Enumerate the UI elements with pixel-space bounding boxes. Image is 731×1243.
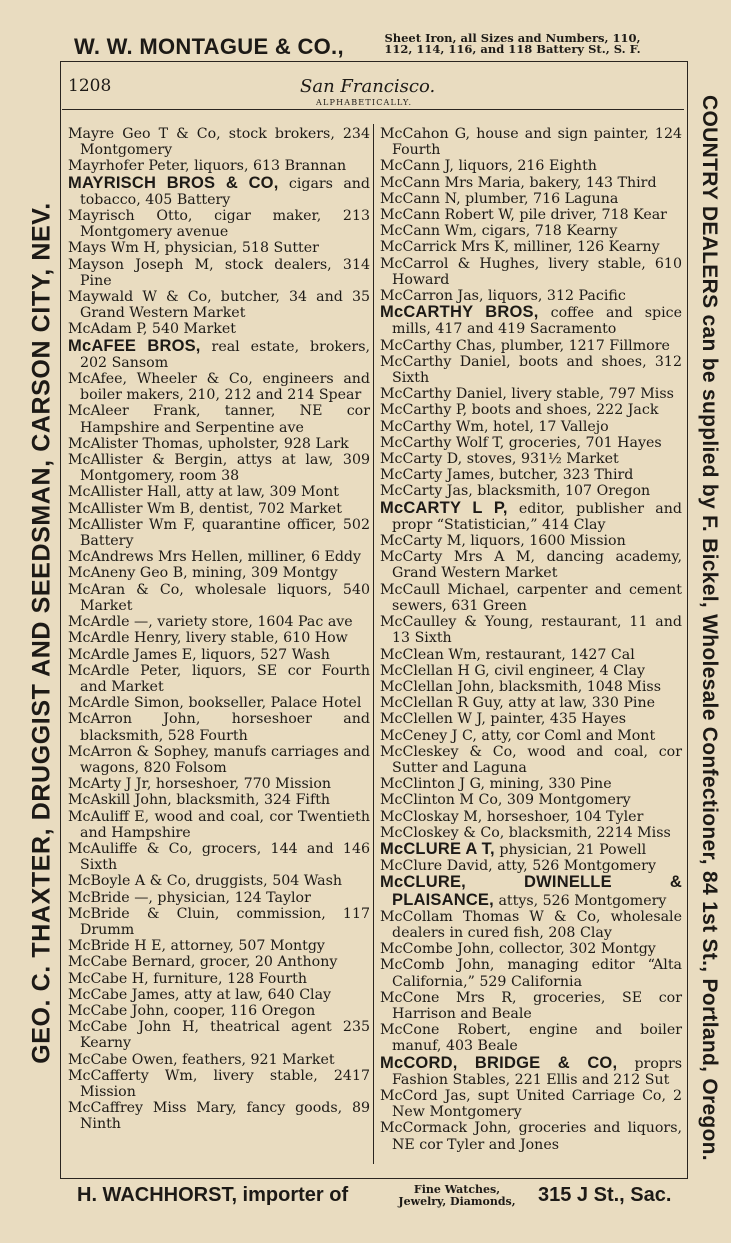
entry-details: attys, 526 Montgomery bbox=[498, 892, 667, 909]
entry-details: mining, 330 Pine bbox=[489, 776, 612, 793]
directory-entry bbox=[68, 776, 370, 792]
entry-name: McCann Mrs Maria, bbox=[380, 174, 525, 191]
entry-details: stock brokers, 234 Montgomery bbox=[80, 126, 370, 159]
entry-name: McCann Robert W, bbox=[380, 207, 515, 224]
entry-name: McCarthy P, bbox=[380, 402, 468, 419]
entry-details: bakery, 143 Third bbox=[529, 174, 657, 191]
directory-entry bbox=[68, 873, 370, 889]
entry-details: liquors, 613 Brannan bbox=[194, 158, 347, 175]
directory-entry bbox=[380, 679, 682, 695]
entry-name: McCleskey & Co, bbox=[380, 743, 517, 760]
entry-name: McAndrews Mrs Hellen, bbox=[68, 549, 244, 566]
page-title: San Francisco. bbox=[300, 76, 436, 97]
directory-entry bbox=[68, 1019, 370, 1051]
entry-details: managing editor “Alta California,” 529 California bbox=[392, 957, 682, 990]
directory-entry bbox=[68, 338, 370, 371]
directory-entry bbox=[380, 744, 682, 776]
entry-name: MAYRISCH BROS & CO, bbox=[68, 173, 279, 192]
entry-name: McBride H E, bbox=[68, 938, 166, 955]
entry-details: supt United Carriage Co, 2 New Montgomery bbox=[392, 1087, 683, 1121]
entry-name: McAneny Geo B, bbox=[68, 565, 188, 582]
directory-entry bbox=[68, 1052, 370, 1068]
directory-entry bbox=[380, 304, 682, 337]
directory-entry bbox=[68, 906, 370, 938]
entry-details: editor, publisher and propr “Statistician,” 414 Clay bbox=[392, 500, 682, 533]
directory-entry bbox=[380, 990, 682, 1022]
entry-details: coffee and spice mills, 417 and 419 Sacramento bbox=[392, 305, 683, 338]
directory-entry bbox=[380, 386, 682, 402]
entry-name: McAlister Thomas, bbox=[68, 435, 204, 452]
entry-details: blacksmith, 1048 Miss bbox=[498, 678, 661, 695]
directory-entry bbox=[68, 565, 370, 581]
top-ad-tagline-line2: 112, 114, 116, and 118 Battery St., S. F. bbox=[384, 42, 641, 56]
entry-name: McAskill John, bbox=[68, 792, 172, 809]
entry-details: horseshoer, 104 Tyler bbox=[486, 808, 644, 825]
entry-name: McClure David, bbox=[380, 858, 493, 875]
entry-details: cigars and tobacco, 405 Battery bbox=[80, 175, 370, 208]
directory-entry bbox=[68, 1068, 370, 1100]
left-ad-text: GEO. C. THAXTER, DRUGGIST AND SEEDSMAN, CARSON CITY, NEV. bbox=[27, 201, 56, 1064]
entry-details: theatrical agent 235 Kearny bbox=[80, 1019, 370, 1052]
directory-entry bbox=[380, 776, 682, 792]
entry-name: McBride —, bbox=[68, 889, 153, 906]
entry-details: liquors, 527 Wash bbox=[201, 646, 330, 663]
header-rule bbox=[62, 109, 684, 110]
entry-name: McBride & Cluin, bbox=[68, 905, 220, 922]
entry-details: engine and boiler manuf, 403 Beale bbox=[392, 1022, 683, 1055]
entry-details: groceries, SE cor Harrison and Beale bbox=[392, 989, 682, 1022]
directory-entry bbox=[380, 402, 682, 418]
entry-details: house and sign painter, 124 Fourth bbox=[392, 126, 682, 159]
entry-name: McAuliff E, bbox=[68, 808, 150, 825]
right-column bbox=[380, 126, 682, 1153]
entry-name: McCord Jas, bbox=[380, 1087, 471, 1104]
entry-name: McCarty M, bbox=[380, 533, 466, 550]
entry-details: restaurant, 11 and 13 Sixth bbox=[392, 614, 682, 647]
entry-details: attys at law, 309 Montgomery, room 38 bbox=[80, 452, 370, 485]
entry-details: atty, 526 Montgomery bbox=[497, 858, 656, 875]
entry-name: McCarthy Chas, bbox=[380, 337, 497, 354]
directory-entry bbox=[68, 744, 370, 776]
directory-entry bbox=[380, 451, 682, 467]
entry-details: proprs Fashion Stables, 221 Ellis and 212 Sut bbox=[392, 1055, 683, 1088]
entry-details: atty, cor Coml and Mont bbox=[481, 727, 656, 744]
entry-details: 309 Montgomery bbox=[506, 792, 631, 809]
directory-entry bbox=[68, 549, 370, 565]
entry-name: McCabe John H, bbox=[68, 1019, 199, 1036]
directory-entry bbox=[380, 792, 682, 808]
directory-entry bbox=[380, 207, 682, 223]
directory-entry bbox=[380, 695, 682, 711]
entry-name: McAuliffe & Co, bbox=[68, 840, 193, 857]
entry-details: blacksmith, 107 Oregon bbox=[477, 483, 651, 500]
entry-name: McCaffrey Miss Mary, bbox=[68, 1100, 237, 1117]
entry-name: McCarty James, bbox=[380, 467, 495, 484]
entry-name: McCarty D, bbox=[380, 451, 463, 468]
entry-name: McClellen W J, bbox=[380, 711, 486, 728]
entry-name: McCLURE, DWINELLE & PLAISANCE, bbox=[380, 873, 682, 909]
entry-name: McCarrol & Hughes, bbox=[380, 255, 540, 272]
entry-details: upholster, 928 Lark bbox=[207, 435, 349, 452]
directory-entry bbox=[68, 1003, 370, 1019]
entry-details: dancing academy, Grand Western Market bbox=[392, 549, 682, 582]
entry-name: McCeney J C, bbox=[380, 727, 477, 744]
entry-name: McCahon G, bbox=[380, 126, 471, 142]
entry-name: McClinton J G, bbox=[380, 776, 485, 793]
entry-name: McCarrick Mrs K, bbox=[380, 239, 510, 256]
directory-entry bbox=[68, 175, 370, 208]
page-subtitle: ALPHABETICALLY. bbox=[316, 98, 413, 107]
entry-details: livery stable, 2417 Mission bbox=[80, 1067, 370, 1100]
directory-entry bbox=[380, 338, 682, 354]
entry-name: McCann N, bbox=[380, 190, 461, 207]
directory-entry bbox=[380, 500, 682, 533]
bottom-ad-firm: H. WACHHORST, importer of bbox=[77, 1184, 349, 1206]
directory-entry bbox=[380, 858, 682, 874]
entry-details: druggists, 504 Wash bbox=[195, 873, 343, 890]
bottom-ad-goods-line2: Jewelry, Diamonds, bbox=[398, 1195, 516, 1208]
right-margin-advertisement bbox=[692, 70, 726, 1185]
left-margin-advertisement bbox=[24, 85, 60, 1180]
entry-name: McArdle James E, bbox=[68, 646, 197, 663]
entry-name: McCone Mrs R, bbox=[380, 989, 517, 1006]
directory-entry bbox=[380, 809, 682, 825]
entry-details: butcher, 34 and 35 Grand Western Market bbox=[80, 289, 370, 322]
entry-name: McAllister & Bergin, bbox=[68, 452, 228, 469]
entry-name: McCabe John, bbox=[68, 1002, 169, 1019]
entry-name: McClinton M Co, bbox=[380, 792, 503, 809]
directory-entry bbox=[68, 614, 370, 630]
entry-name: McCARTY L P, bbox=[380, 498, 508, 517]
entry-name: McCloskey & Co, bbox=[380, 824, 505, 841]
directory-entry bbox=[380, 239, 682, 255]
entry-name: Mayrhofer Peter, bbox=[68, 158, 190, 175]
entry-name: McCLURE A T, bbox=[380, 839, 495, 858]
entry-details: wholesale dealers in cured fish, 208 Clay bbox=[392, 908, 682, 941]
directory-entry bbox=[380, 288, 682, 304]
entry-name: McAFEE BROS, bbox=[68, 336, 201, 355]
directory-entry bbox=[380, 647, 682, 663]
entry-name: McAllister Hall, bbox=[68, 484, 182, 501]
entry-name: McAleer Frank, bbox=[68, 403, 201, 420]
entry-details: engineers and boiler makers, 210, 212 and 214 Spear bbox=[80, 371, 370, 404]
entry-details: horseshoer and blacksmith, 528 Fourth bbox=[80, 711, 370, 744]
entry-details: furniture, 128 Fourth bbox=[153, 970, 308, 987]
entry-name: McCollam Thomas W & Co, bbox=[380, 908, 601, 925]
entry-name: McCaull Michael, bbox=[380, 581, 510, 598]
entry-name: McAllister Wm F, bbox=[68, 516, 196, 533]
entry-details: quarantine officer, 502 Battery bbox=[80, 516, 370, 550]
entry-details: liquors, SE cor Fourth and Market bbox=[80, 662, 370, 695]
entry-name: McAfee, Wheeler & Co, bbox=[68, 371, 253, 388]
directory-entry bbox=[68, 158, 370, 174]
entry-name: McArty J Jr, bbox=[68, 776, 152, 793]
directory-entry bbox=[380, 941, 682, 957]
entry-details: livery stable, 610 How bbox=[185, 630, 348, 647]
top-ad-firm: W. W. MONTAGUE & CO., bbox=[74, 34, 344, 59]
directory-entry bbox=[68, 517, 370, 549]
entry-name: McCaulley & Young, bbox=[380, 614, 534, 631]
directory-entry bbox=[68, 987, 370, 1003]
entry-name: McClellan H G, bbox=[380, 662, 490, 679]
entry-details: stoves, 931½ Market bbox=[466, 451, 619, 468]
entry-details: restaurant, 1427 Cal bbox=[485, 646, 635, 663]
entry-details: cooper, 116 Oregon bbox=[173, 1002, 316, 1019]
directory-entry bbox=[380, 256, 682, 288]
directory-entry bbox=[380, 728, 682, 744]
directory-entry bbox=[380, 175, 682, 191]
directory-entry bbox=[68, 501, 370, 517]
entry-details: milliner, 6 Eddy bbox=[247, 549, 362, 566]
directory-entry bbox=[380, 614, 682, 646]
entry-name: McCone Robert, bbox=[380, 1022, 512, 1039]
entry-name: McCarthy Wolf T, bbox=[380, 434, 505, 451]
directory-entry bbox=[68, 289, 370, 321]
directory-entry bbox=[68, 890, 370, 906]
entry-details: physician, 21 Powell bbox=[499, 841, 647, 858]
entry-details: carpenter and cement sewers, 631 Green bbox=[392, 581, 682, 614]
entry-name: McArdle Simon, bbox=[68, 695, 184, 712]
directory-entry bbox=[68, 371, 370, 403]
entry-details: manufs carriages and wagons, 820 Folsom bbox=[80, 743, 371, 776]
directory-entry bbox=[380, 1120, 682, 1152]
directory-entry bbox=[380, 223, 682, 239]
entry-name: McComb John, bbox=[380, 957, 495, 974]
entry-name: McCarty Jas, bbox=[380, 483, 473, 500]
directory-entry bbox=[380, 549, 682, 581]
entry-details: liquors, 312 Pacific bbox=[488, 288, 626, 305]
top-ad-tagline bbox=[340, 33, 685, 55]
directory-entry bbox=[380, 874, 682, 908]
directory-entry bbox=[380, 533, 682, 549]
entry-details: boots and shoes, 222 Jack bbox=[471, 402, 659, 419]
entry-details: blacksmith, 324 Fifth bbox=[176, 792, 331, 809]
entry-details: painter, 435 Hayes bbox=[490, 711, 627, 728]
entry-details: pile driver, 718 Kear bbox=[519, 207, 667, 224]
entry-name: McArron John, bbox=[68, 711, 201, 728]
entry-name: McCann J, bbox=[380, 158, 454, 175]
entry-details: fancy goods, 89 Ninth bbox=[80, 1100, 370, 1133]
entry-details: dentist, 702 Market bbox=[199, 500, 342, 517]
bottom-ad-goods-line1: Fine Watches, bbox=[413, 1183, 501, 1196]
entry-name: McCabe James, bbox=[68, 986, 180, 1003]
directory-entry bbox=[380, 663, 682, 679]
directory-entry bbox=[380, 435, 682, 451]
entry-details: 540 Market bbox=[151, 321, 236, 338]
entry-name: Maywald W & Co, bbox=[68, 289, 212, 306]
entry-name: McBoyle A & Co, bbox=[68, 873, 191, 890]
entry-details: blacksmith, 2214 Miss bbox=[508, 824, 671, 841]
directory-entry bbox=[380, 483, 682, 499]
entry-name: McArdle —, bbox=[68, 614, 153, 631]
entry-name: McArdle Henry, bbox=[68, 630, 182, 647]
entry-name: McCarty Mrs A M, bbox=[380, 549, 535, 566]
entry-details: milliner, 126 Kearny bbox=[513, 239, 660, 256]
directory-entry bbox=[380, 825, 682, 841]
entry-name: McCARTHY BROS, bbox=[380, 303, 539, 322]
entry-details: physician, 124 Taylor bbox=[157, 889, 311, 906]
entry-name: McCafferty Wm, bbox=[68, 1067, 198, 1084]
directory-entry bbox=[380, 126, 682, 158]
entry-details: atty at law, 309 Mont bbox=[185, 484, 339, 501]
directory-entry bbox=[68, 582, 370, 614]
directory-entry bbox=[68, 436, 370, 452]
entry-details: cigars, 718 Kearny bbox=[481, 223, 618, 240]
directory-entry bbox=[380, 1022, 682, 1054]
entry-details: livery stable, 610 Howard bbox=[392, 255, 682, 288]
entry-details: plumber, 1217 Fillmore bbox=[500, 337, 670, 354]
entry-name: McCORD, BRIDGE & CO, bbox=[380, 1053, 618, 1072]
directory-entry bbox=[68, 954, 370, 970]
top-ad-tagline-line1: Sheet Iron, all Sizes and Numbers, 110, bbox=[384, 31, 641, 45]
directory-entry bbox=[380, 467, 682, 483]
entry-details: grocer, 20 Anthony bbox=[199, 954, 338, 971]
entry-details: commission, 117 Drumm bbox=[80, 905, 371, 938]
directory-entry bbox=[68, 321, 370, 337]
entry-name: Mayson Joseph M, bbox=[68, 256, 214, 273]
directory-entry bbox=[68, 711, 370, 743]
directory-entry bbox=[68, 240, 370, 256]
directory-entry bbox=[68, 841, 370, 873]
directory-entry bbox=[380, 1088, 682, 1120]
entry-name: McClellan John, bbox=[380, 678, 495, 695]
entry-details: feathers, 921 Market bbox=[182, 1051, 335, 1068]
entry-name: McAdam P, bbox=[68, 321, 148, 338]
directory-entry bbox=[68, 630, 370, 646]
entry-details: civil engineer, 4 Clay bbox=[494, 662, 645, 679]
directory-entry bbox=[380, 419, 682, 435]
directory-entry bbox=[68, 695, 370, 711]
directory-entry bbox=[68, 257, 370, 289]
right-ad-text: COUNTRY DEALERS can be supplied by F. Bickel, Wholesale Confectioner, 84 1st St., Portland, Oregon. bbox=[698, 94, 721, 1161]
entry-details: boots and shoes, 312 Sixth bbox=[392, 353, 682, 387]
entry-name: McCabe Owen, bbox=[68, 1051, 178, 1068]
entry-details: cigar maker, 213 Montgomery avenue bbox=[80, 208, 371, 241]
bottom-ad-address: 315 J St., Sac. bbox=[538, 1184, 672, 1206]
directory-entry bbox=[380, 909, 682, 941]
entry-details: groceries and liquors, NE cor Tyler and Jones bbox=[392, 1120, 682, 1153]
left-column bbox=[68, 126, 370, 1133]
directory-entry bbox=[68, 126, 370, 158]
entry-details: mining, 309 Montgy bbox=[192, 565, 338, 582]
page-number: 1208 bbox=[68, 76, 112, 96]
entry-name: McCormack John, bbox=[380, 1120, 512, 1137]
entry-name: McArron & Sophey, bbox=[68, 743, 210, 760]
directory-entry bbox=[68, 971, 370, 987]
entry-name: McCabe Bernard, bbox=[68, 954, 196, 971]
entry-name: McCarthy Wm, bbox=[380, 418, 489, 435]
directory-entry bbox=[68, 1100, 370, 1132]
directory-entry bbox=[380, 582, 682, 614]
entry-name: McCombe John, bbox=[380, 941, 495, 958]
entry-name: McClean Wm, bbox=[380, 646, 481, 663]
entry-name: McCarron Jas, bbox=[380, 288, 484, 305]
directory-entry bbox=[380, 191, 682, 207]
entry-details: tanner, NE cor Hampshire and Serpentine ave bbox=[80, 403, 370, 436]
entry-details: collector, 302 Montgy bbox=[498, 941, 656, 958]
entry-details: real estate, brokers, 202 Sansom bbox=[80, 338, 370, 371]
directory-entry bbox=[380, 158, 682, 174]
entry-name: McCann Wm, bbox=[380, 223, 478, 240]
entry-details: grocers, 144 and 146 Sixth bbox=[80, 840, 371, 874]
column-divider bbox=[373, 124, 374, 1164]
directory-entry bbox=[380, 354, 682, 386]
entry-name: Mays Wm H, bbox=[68, 240, 161, 257]
entry-name: McCloskay M, bbox=[380, 808, 483, 825]
directory-entry bbox=[68, 647, 370, 663]
entry-details: liquors, 216 Eighth bbox=[458, 158, 597, 175]
entry-name: Mayrisch Otto, bbox=[68, 208, 193, 225]
entry-details: variety store, 1604 Pac ave bbox=[157, 614, 353, 631]
entry-details: wood and coal, cor Sutter and Laguna bbox=[392, 743, 682, 776]
entry-details: stock dealers, 314 Pine bbox=[80, 256, 371, 289]
entry-details: wood and coal, cor Twentieth and Hampshire bbox=[80, 808, 370, 841]
directory-entry bbox=[68, 792, 370, 808]
bottom-advertisement bbox=[77, 1184, 687, 1214]
entry-details: liquors, 1600 Mission bbox=[470, 533, 626, 550]
entry-details: livery stable, 797 Miss bbox=[511, 386, 674, 403]
bottom-ad-goods bbox=[382, 1184, 532, 1208]
entry-name: McArdle Peter, bbox=[68, 662, 182, 679]
entry-details: atty at law, 640 Clay bbox=[184, 986, 332, 1003]
entry-details: horseshoer, 770 Mission bbox=[155, 776, 332, 793]
entry-details: butcher, 323 Third bbox=[499, 467, 634, 484]
entry-name: McAran & Co, bbox=[68, 581, 184, 598]
directory-entry bbox=[68, 663, 370, 695]
directory-entry bbox=[68, 208, 370, 240]
entry-name: McCabe H, bbox=[68, 970, 149, 987]
directory-entry bbox=[380, 1055, 682, 1088]
entry-name: McCarthy Daniel, bbox=[380, 386, 507, 403]
entry-details: hotel, 17 Vallejo bbox=[493, 418, 609, 435]
top-advertisement bbox=[74, 32, 684, 62]
entry-name: McAllister Wm B, bbox=[68, 500, 195, 517]
entry-name: McCarthy Daniel, bbox=[380, 353, 511, 370]
directory-entry bbox=[380, 841, 682, 858]
directory-entry bbox=[380, 711, 682, 727]
entry-details: wholesale liquors, 540 Market bbox=[80, 581, 370, 614]
directory-entry bbox=[68, 938, 370, 954]
entry-name: McClellan R Guy, bbox=[380, 695, 504, 712]
entry-name: Mayre Geo T & Co, bbox=[68, 126, 221, 142]
entry-details: groceries, 701 Hayes bbox=[508, 434, 662, 451]
entry-details: plumber, 716 Laguna bbox=[465, 190, 619, 207]
entry-details: attorney, 507 Montgy bbox=[170, 938, 325, 955]
directory-entry bbox=[380, 957, 682, 989]
entry-details: atty at law, 330 Pine bbox=[508, 695, 656, 712]
entry-details: bookseller, Palace Hotel bbox=[188, 695, 362, 712]
directory-entry bbox=[68, 484, 370, 500]
directory-entry bbox=[68, 452, 370, 484]
directory-entry bbox=[68, 403, 370, 435]
entry-details: physician, 518 Sutter bbox=[164, 240, 319, 257]
directory-entry bbox=[68, 809, 370, 841]
